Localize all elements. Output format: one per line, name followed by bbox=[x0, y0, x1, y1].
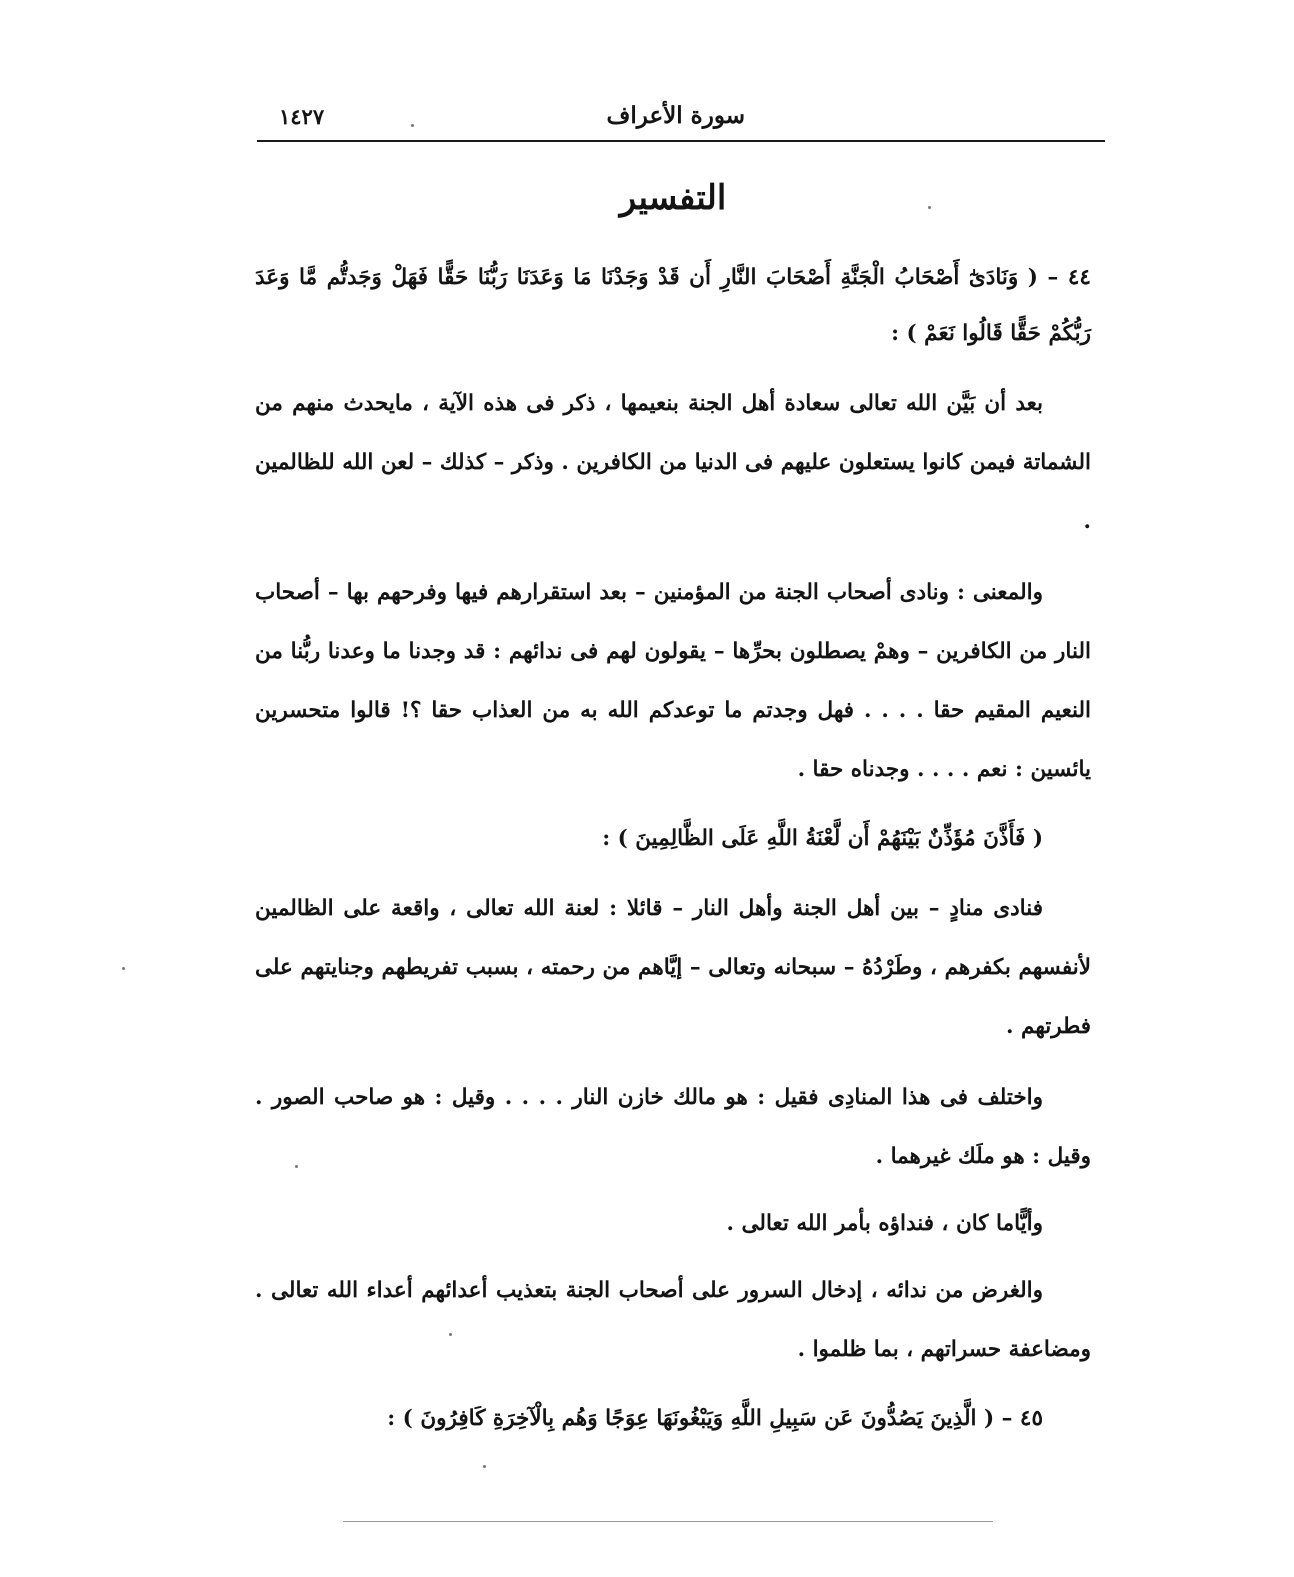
page-body bbox=[255, 250, 1091, 1459]
verse-number: ٤٥ bbox=[1019, 1406, 1043, 1431]
header-divider bbox=[257, 140, 1105, 142]
verse-text: ( وَنَادَىٰٓ أَصْحَابُ الْجَنَّةِ أَصْحَابَ النَّارِ أَن قَدْ وَجَدْنَا مَا وَعَدَنَا رَبُّنَا حَقًّا فَهَلْ وَجَدتُّم مَّا وَعَدَ رَبُّكُمْ حَقًّا قَالُوا نَعَمْ ) : bbox=[255, 265, 1091, 346]
commentary-paragraph: وأيًّاما كان ، فنداؤه بأمر الله تعالى . bbox=[726, 1211, 1043, 1236]
scan-speck bbox=[449, 1333, 452, 1336]
commentary-paragraph: فنادى منادٍ – بين أهل الجنة وأهل النار – قائلا : لعنة الله تعالى ، واقعة على الظالمين لأنفسهم بكفرهم ، وطَرْدُهُ – سبحانه وتعالى – إيَّاهم من رحمته ، بسبب تفريطهم وجنايتهم على فطرتهم . bbox=[255, 896, 1091, 1039]
page-number: ١٤٢٧ bbox=[279, 104, 325, 129]
verse-text: ( الَّذِينَ يَصُدُّونَ عَن سَبِيلِ اللَّهِ وَيَبْغُونَهَا عِوَجًا وَهُم بِالْآخِرَةِ كَافِرُونَ ) : bbox=[387, 1406, 995, 1431]
scan-speck bbox=[122, 967, 125, 970]
verse-dash: – bbox=[1037, 265, 1059, 290]
verse-dash: – bbox=[994, 1406, 1013, 1431]
section-title bbox=[257, 178, 1105, 218]
surah-title: سورة الأعراف bbox=[606, 102, 745, 129]
verse-fragment: ( فَأَذَّنَ مُؤَذِّنٌ بَيْنَهُمْ أَن لَّعْنَةُ اللَّهِ عَلَى الظَّالِمِينَ ) : bbox=[602, 826, 1043, 851]
verse-number: ٤٤ bbox=[1067, 265, 1091, 290]
commentary-paragraph: بعد أن بَيَّن الله تعالى سعادة أهل الجنة بنعيمها ، ذكر فى هذه الآية ، مايحدث منهم من الشماتة فيمن كانوا يستعلون عليهم فى الدنيا من الكافرين . وذكر – كذلك – لعن الله للظالمين . bbox=[255, 391, 1091, 534]
verse-44 bbox=[255, 250, 1091, 362]
scan-speck bbox=[928, 206, 931, 209]
scan-speck bbox=[483, 1465, 486, 1468]
running-header bbox=[257, 100, 1105, 140]
commentary-paragraph: والمعنى : ونادى أصحاب الجنة من المؤمنين – بعد استقرارهم فيها وفرحهم بها – أصحاب النار من الكافرين – وهمْ يصطلون بحرِّها – يقولون لهم فى ندائهم : قد وجدنا ما وعدنا ربُّنا من النعيم المقيم حقا . . . . فهل وجدتم ما توعدكم الله به من العذاب حقا ؟! قالوا متحسرين يائسين : نعم . . . . وجدناه حقا . bbox=[255, 580, 1091, 782]
verse-45 bbox=[255, 1391, 1091, 1447]
scan-speck bbox=[411, 124, 414, 127]
commentary-paragraph: والغرض من ندائه ، إدخال السرور على أصحاب الجنة بتعذيب أعدائهم أعداء الله تعالى . ومضاعفة حسراتهم ، بما ظلموا . bbox=[255, 1278, 1091, 1362]
footer-divider bbox=[343, 1521, 993, 1522]
section-title-text: التفسير bbox=[619, 178, 727, 218]
scan-speck bbox=[295, 1165, 298, 1168]
commentary-paragraph: واختلف فى هذا المنادِى فقيل : هو مالك خازن النار . . . . وقيل : هو صاحب الصور . وقيل : هو ملَك غيرهما . bbox=[255, 1085, 1091, 1169]
